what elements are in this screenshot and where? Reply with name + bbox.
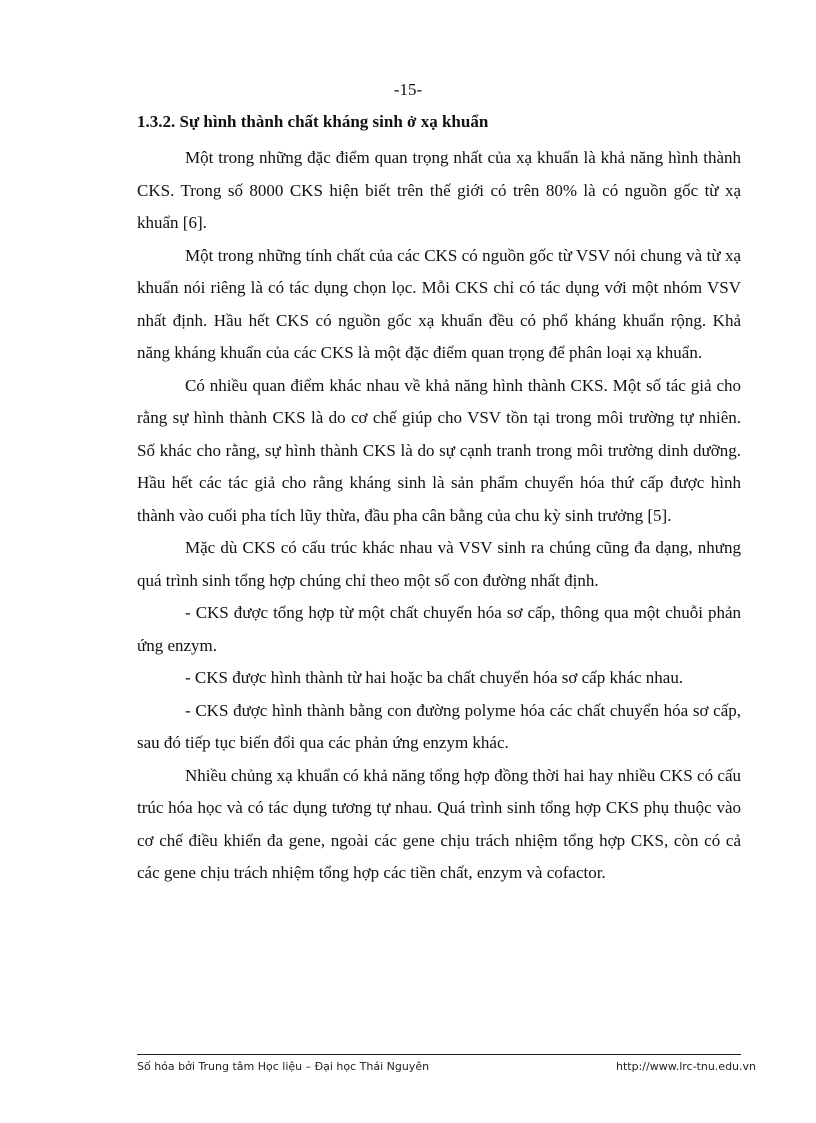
paragraph-3: Có nhiều quan điểm khác nhau về khả năng hình thành CKS. Một số tác giả cho rằng sự hình thành CKS là do cơ chế giúp cho VSV tồn tại trong môi trường tự nhiên. Số khác cho rằng, sự hình thành CKS là do sự cạnh tranh trong môi trường dinh dưỡng. Hầu hết các tác giả cho rằng kháng sinh là sản phẩm chuyển hóa thứ cấp được hình thành vào cuối pha tích lũy thừa, đầu pha cân bằng của chu kỳ sinh trưởng [5]. — [137, 375, 741, 525]
page-content — [137, 112, 741, 890]
paragraph-2: Một trong những tính chất của các CKS có nguồn gốc từ VSV nói chung và từ xạ khuẩn nói riêng là có tác dụng chọn lọc. Mỗi CKS chỉ có tác dụng với một nhóm VSV nhất định. Hầu hết CKS có nguồn gốc xạ khuẩn đều có phổ kháng khuẩn rộng. Khả năng kháng khuẩn của các CKS là một đặc điểm quan trọng để phân loại xạ khuẩn. — [137, 245, 741, 362]
list-item-1: - CKS được tổng hợp từ một chất chuyển hóa sơ cấp, thông qua một chuỗi phản ứng enzym. — [137, 603, 741, 655]
paragraph-4: Mặc dù CKS có cấu trúc khác nhau và VSV sinh ra chúng cũng đa dạng, nhưng quá trình sinh tổng hợp chúng chỉ theo một số con đường nhất định. — [137, 538, 741, 590]
footer-attribution: Số hóa bởi Trung tâm Học liệu – Đại học Thái Nguyên — [137, 1060, 430, 1073]
list-item-2: - CKS được hình thành từ hai hoặc ba chất chuyển hóa sơ cấp khác nhau. — [185, 668, 684, 687]
page-number: -15- — [393, 80, 423, 99]
list-item-3: - CKS được hình thành bằng con đường polyme hóa các chất chuyển hóa sơ cấp, sau đó tiếp tục biến đổi qua các phản ứng enzym khác. — [137, 700, 741, 752]
footer-url[interactable]: http://www.lrc-tnu.edu.vn — [616, 1060, 756, 1073]
paragraph-5: Nhiều chủng xạ khuẩn có khả năng tổng hợp đồng thời hai hay nhiều CKS có cấu trúc hóa học và có tác dụng tương tự nhau. Quá trình sinh tổng hợp CKS phụ thuộc vào cơ chế điều khiển đa gene, ngoài các gene chịu trách nhiệm tổng hợp CKS, còn có cả các gene chịu trách nhiệm tổng hợp các tiền chất, enzym và cofactor. — [137, 765, 741, 882]
section-heading: 1.3.2. Sự hình thành chất kháng sinh ở xạ khuẩn — [137, 112, 489, 131]
paragraph-1: Một trong những đặc điểm quan trọng nhất của xạ khuẩn là khả năng hình thành CKS. Trong số 8000 CKS hiện biết trên thế giới có trên 80% là có nguồn gốc từ xạ khuẩn [6]. — [137, 148, 741, 232]
footer-divider — [137, 1054, 741, 1055]
